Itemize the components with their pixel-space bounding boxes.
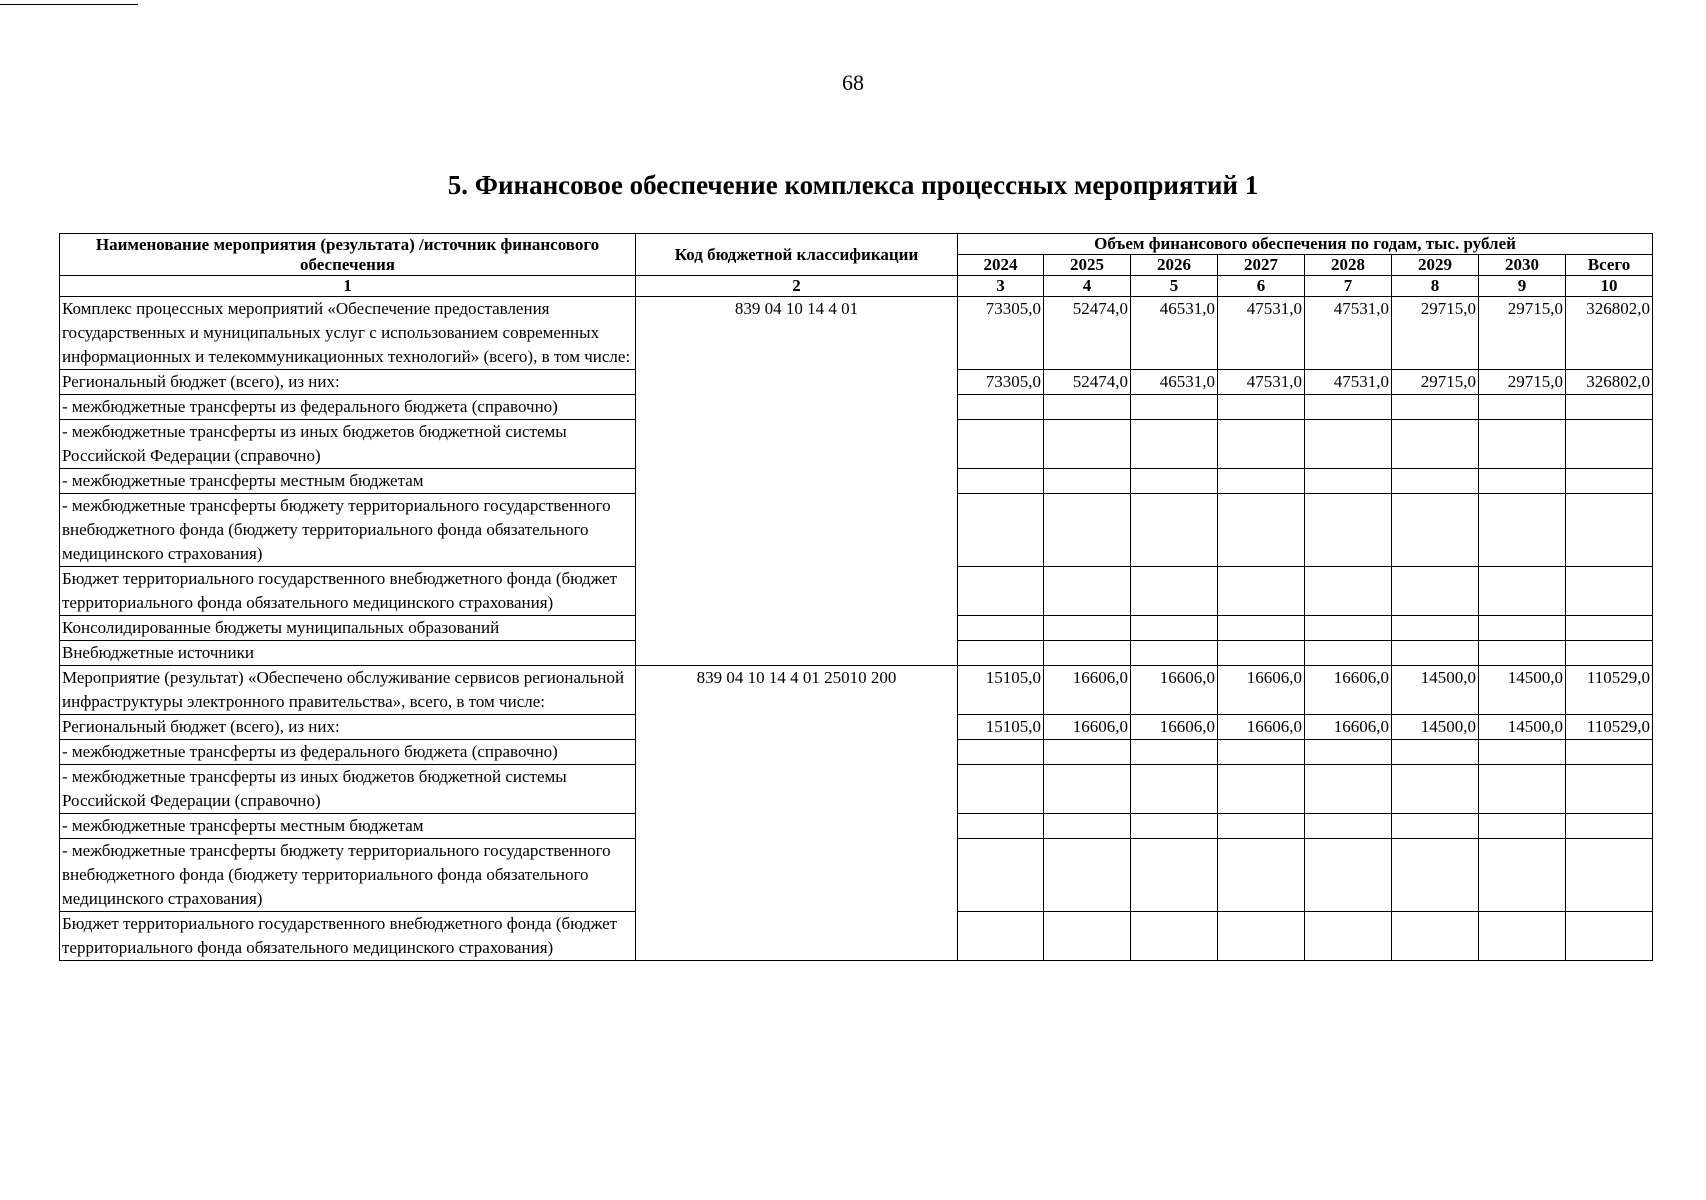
year-value: [1044, 395, 1131, 420]
total-value: [1566, 567, 1653, 616]
year-value: [1479, 740, 1566, 765]
row-name: - межбюджетные трансферты местным бюджетам: [60, 814, 636, 839]
year-value: [1479, 567, 1566, 616]
year-value: 16606,0: [1305, 715, 1392, 740]
column-number: 6: [1218, 276, 1305, 297]
total-value: [1566, 616, 1653, 641]
year-value: [1305, 641, 1392, 666]
year-value: 16606,0: [1044, 666, 1131, 715]
page-number: 68: [842, 70, 864, 95]
header-year: 2028: [1305, 255, 1392, 276]
year-value: [958, 765, 1044, 814]
year-value: [1392, 814, 1479, 839]
year-value: [1479, 616, 1566, 641]
year-value: 14500,0: [1479, 666, 1566, 715]
year-value: 73305,0: [958, 297, 1044, 370]
column-number: 9: [1479, 276, 1566, 297]
year-value: [1392, 912, 1479, 961]
year-value: [1044, 494, 1131, 567]
row-name: Региональный бюджет (всего), из них:: [60, 715, 636, 740]
year-value: [1218, 420, 1305, 469]
year-value: 52474,0: [1044, 370, 1131, 395]
year-value: [1131, 616, 1218, 641]
corner-rule: [0, 4, 138, 5]
year-value: [1479, 395, 1566, 420]
year-value: 52474,0: [1044, 297, 1131, 370]
year-value: 29715,0: [1392, 297, 1479, 370]
table-header: [60, 234, 1653, 297]
row-name: - межбюджетные трансферты бюджету территориального государственного внебюджетного фонда (бюджету территориального фонда обязательного медицинского страхования): [60, 494, 636, 567]
year-value: [1305, 814, 1392, 839]
year-value: [1218, 395, 1305, 420]
year-value: 14500,0: [1479, 715, 1566, 740]
row-name: - межбюджетные трансферты бюджету территориального государственного внебюджетного фонда (бюджету территориального фонда обязательного медицинского страхования): [60, 839, 636, 912]
year-value: [1131, 740, 1218, 765]
total-value: [1566, 420, 1653, 469]
year-value: 15105,0: [958, 715, 1044, 740]
year-value: [1305, 740, 1392, 765]
year-value: [1044, 616, 1131, 641]
year-value: [1218, 567, 1305, 616]
year-value: [1131, 814, 1218, 839]
year-value: [1044, 765, 1131, 814]
total-value: 326802,0: [1566, 370, 1653, 395]
year-value: [1305, 469, 1392, 494]
total-value: 110529,0: [1566, 715, 1653, 740]
year-value: [1392, 616, 1479, 641]
row-name: Внебюджетные источники: [60, 641, 636, 666]
year-value: [958, 641, 1044, 666]
header-year: 2030: [1479, 255, 1566, 276]
year-value: [1218, 641, 1305, 666]
year-value: [1218, 494, 1305, 567]
year-value: [1131, 567, 1218, 616]
header-year: 2026: [1131, 255, 1218, 276]
year-value: [1392, 469, 1479, 494]
year-value: 29715,0: [1479, 370, 1566, 395]
year-value: 47531,0: [1218, 297, 1305, 370]
column-number: 7: [1305, 276, 1392, 297]
year-value: 16606,0: [1218, 715, 1305, 740]
year-value: [1392, 420, 1479, 469]
year-value: [1305, 912, 1392, 961]
year-value: 29715,0: [1479, 297, 1566, 370]
header-year: 2025: [1044, 255, 1131, 276]
header-year: 2027: [1218, 255, 1305, 276]
year-value: [1218, 765, 1305, 814]
year-value: [1392, 765, 1479, 814]
year-value: [958, 616, 1044, 641]
year-value: [1218, 814, 1305, 839]
total-value: [1566, 469, 1653, 494]
year-value: [1305, 494, 1392, 567]
year-value: 14500,0: [1392, 715, 1479, 740]
year-value: [1305, 839, 1392, 912]
column-number: 5: [1131, 276, 1218, 297]
year-value: [958, 567, 1044, 616]
year-value: [1044, 567, 1131, 616]
year-value: [1044, 740, 1131, 765]
column-number: 3: [958, 276, 1044, 297]
year-value: [1305, 616, 1392, 641]
column-number: 1: [60, 276, 636, 297]
row-name: Мероприятие (результат) «Обеспечено обслуживание сервисов региональной инфраструктуры электронного правительства», всего, в том числе:: [60, 666, 636, 715]
year-value: [1392, 395, 1479, 420]
header-year: 2024: [958, 255, 1044, 276]
header-volume-group: Объем финансового обеспечения по годам, тыс. рублей: [958, 234, 1653, 255]
table-body: [60, 297, 1653, 961]
year-value: [1131, 839, 1218, 912]
row-name: - межбюджетные трансферты из федерального бюджета (справочно): [60, 395, 636, 420]
year-value: [958, 839, 1044, 912]
year-value: [1305, 395, 1392, 420]
year-value: [1479, 494, 1566, 567]
year-value: 73305,0: [958, 370, 1044, 395]
table-row: [60, 666, 1653, 715]
year-value: [1218, 469, 1305, 494]
year-value: [958, 740, 1044, 765]
financing-table: [59, 233, 1653, 961]
year-value: 16606,0: [1131, 666, 1218, 715]
year-value: [1479, 912, 1566, 961]
year-value: [1131, 765, 1218, 814]
row-name: Консолидированные бюджеты муниципальных образований: [60, 616, 636, 641]
row-name: Бюджет территориального государственного внебюджетного фонда (бюджет территориального фонда обязательного медицинского страхования): [60, 567, 636, 616]
year-value: [1392, 740, 1479, 765]
year-value: 16606,0: [1044, 715, 1131, 740]
total-value: [1566, 395, 1653, 420]
year-value: 47531,0: [1218, 370, 1305, 395]
year-value: [1218, 616, 1305, 641]
total-value: [1566, 740, 1653, 765]
year-value: [958, 420, 1044, 469]
year-value: [1218, 839, 1305, 912]
row-name: - межбюджетные трансферты из иных бюджетов бюджетной системы Российской Федерации (справочно): [60, 765, 636, 814]
year-value: [958, 912, 1044, 961]
row-name: - межбюджетные трансферты из федерального бюджета (справочно): [60, 740, 636, 765]
year-value: 46531,0: [1131, 370, 1218, 395]
year-value: [1131, 641, 1218, 666]
year-value: [1044, 641, 1131, 666]
year-value: [958, 469, 1044, 494]
total-value: [1566, 814, 1653, 839]
year-value: [1392, 839, 1479, 912]
year-value: [1044, 469, 1131, 494]
year-value: [1479, 420, 1566, 469]
year-value: [958, 395, 1044, 420]
year-value: [1131, 420, 1218, 469]
year-value: [1131, 494, 1218, 567]
budget-code: 839 04 10 14 4 01 25010 200: [636, 666, 958, 961]
column-number: 10: [1566, 276, 1653, 297]
total-value: [1566, 765, 1653, 814]
year-value: 47531,0: [1305, 370, 1392, 395]
year-value: 14500,0: [1392, 666, 1479, 715]
budget-code: 839 04 10 14 4 01: [636, 297, 958, 666]
total-value: [1566, 494, 1653, 567]
section-title: 5. Финансовое обеспечение комплекса процессных мероприятий 1: [447, 170, 1259, 200]
header-code-column: Код бюджетной классификации: [636, 234, 958, 276]
year-value: 16606,0: [1131, 715, 1218, 740]
total-value: 110529,0: [1566, 666, 1653, 715]
year-value: [1305, 567, 1392, 616]
row-name: - межбюджетные трансферты местным бюджетам: [60, 469, 636, 494]
year-value: 47531,0: [1305, 297, 1392, 370]
year-value: [958, 494, 1044, 567]
year-value: [1131, 395, 1218, 420]
header-year: 2029: [1392, 255, 1479, 276]
year-value: [1218, 912, 1305, 961]
year-value: [1479, 469, 1566, 494]
year-value: [1392, 567, 1479, 616]
year-value: [1392, 641, 1479, 666]
year-value: [958, 814, 1044, 839]
row-name: Региональный бюджет (всего), из них:: [60, 370, 636, 395]
year-value: [1131, 912, 1218, 961]
column-number-row: [60, 276, 1653, 297]
table-row: [60, 297, 1653, 370]
year-value: [1392, 494, 1479, 567]
year-value: [1305, 765, 1392, 814]
total-value: [1566, 912, 1653, 961]
year-value: 29715,0: [1392, 370, 1479, 395]
row-name: Бюджет территориального государственного внебюджетного фонда (бюджет территориального фонда обязательного медицинского страхования): [60, 912, 636, 961]
total-value: [1566, 839, 1653, 912]
year-value: 46531,0: [1131, 297, 1218, 370]
year-value: 16606,0: [1305, 666, 1392, 715]
header-total: Всего: [1566, 255, 1653, 276]
year-value: [1218, 740, 1305, 765]
year-value: [1479, 641, 1566, 666]
year-value: [1044, 814, 1131, 839]
year-value: [1044, 420, 1131, 469]
total-value: [1566, 641, 1653, 666]
column-number: 4: [1044, 276, 1131, 297]
row-name: Комплекс процессных мероприятий «Обеспечение предоставления государственных и муниципальных услуг с использованием современных информационных и телекоммуникационных технологий» (всего), в том числе:: [60, 297, 636, 370]
row-name: - межбюджетные трансферты из иных бюджетов бюджетной системы Российской Федерации (справочно): [60, 420, 636, 469]
year-value: [1044, 839, 1131, 912]
column-number: 2: [636, 276, 958, 297]
year-value: 16606,0: [1218, 666, 1305, 715]
year-value: [1479, 814, 1566, 839]
year-value: [1479, 765, 1566, 814]
year-value: [1305, 420, 1392, 469]
year-value: [1479, 839, 1566, 912]
header-name-column: Наименование мероприятия (результата) /источник финансового обеспечения: [60, 234, 636, 276]
column-number: 8: [1392, 276, 1479, 297]
year-value: [1131, 469, 1218, 494]
total-value: 326802,0: [1566, 297, 1653, 370]
year-value: 15105,0: [958, 666, 1044, 715]
year-value: [1044, 912, 1131, 961]
